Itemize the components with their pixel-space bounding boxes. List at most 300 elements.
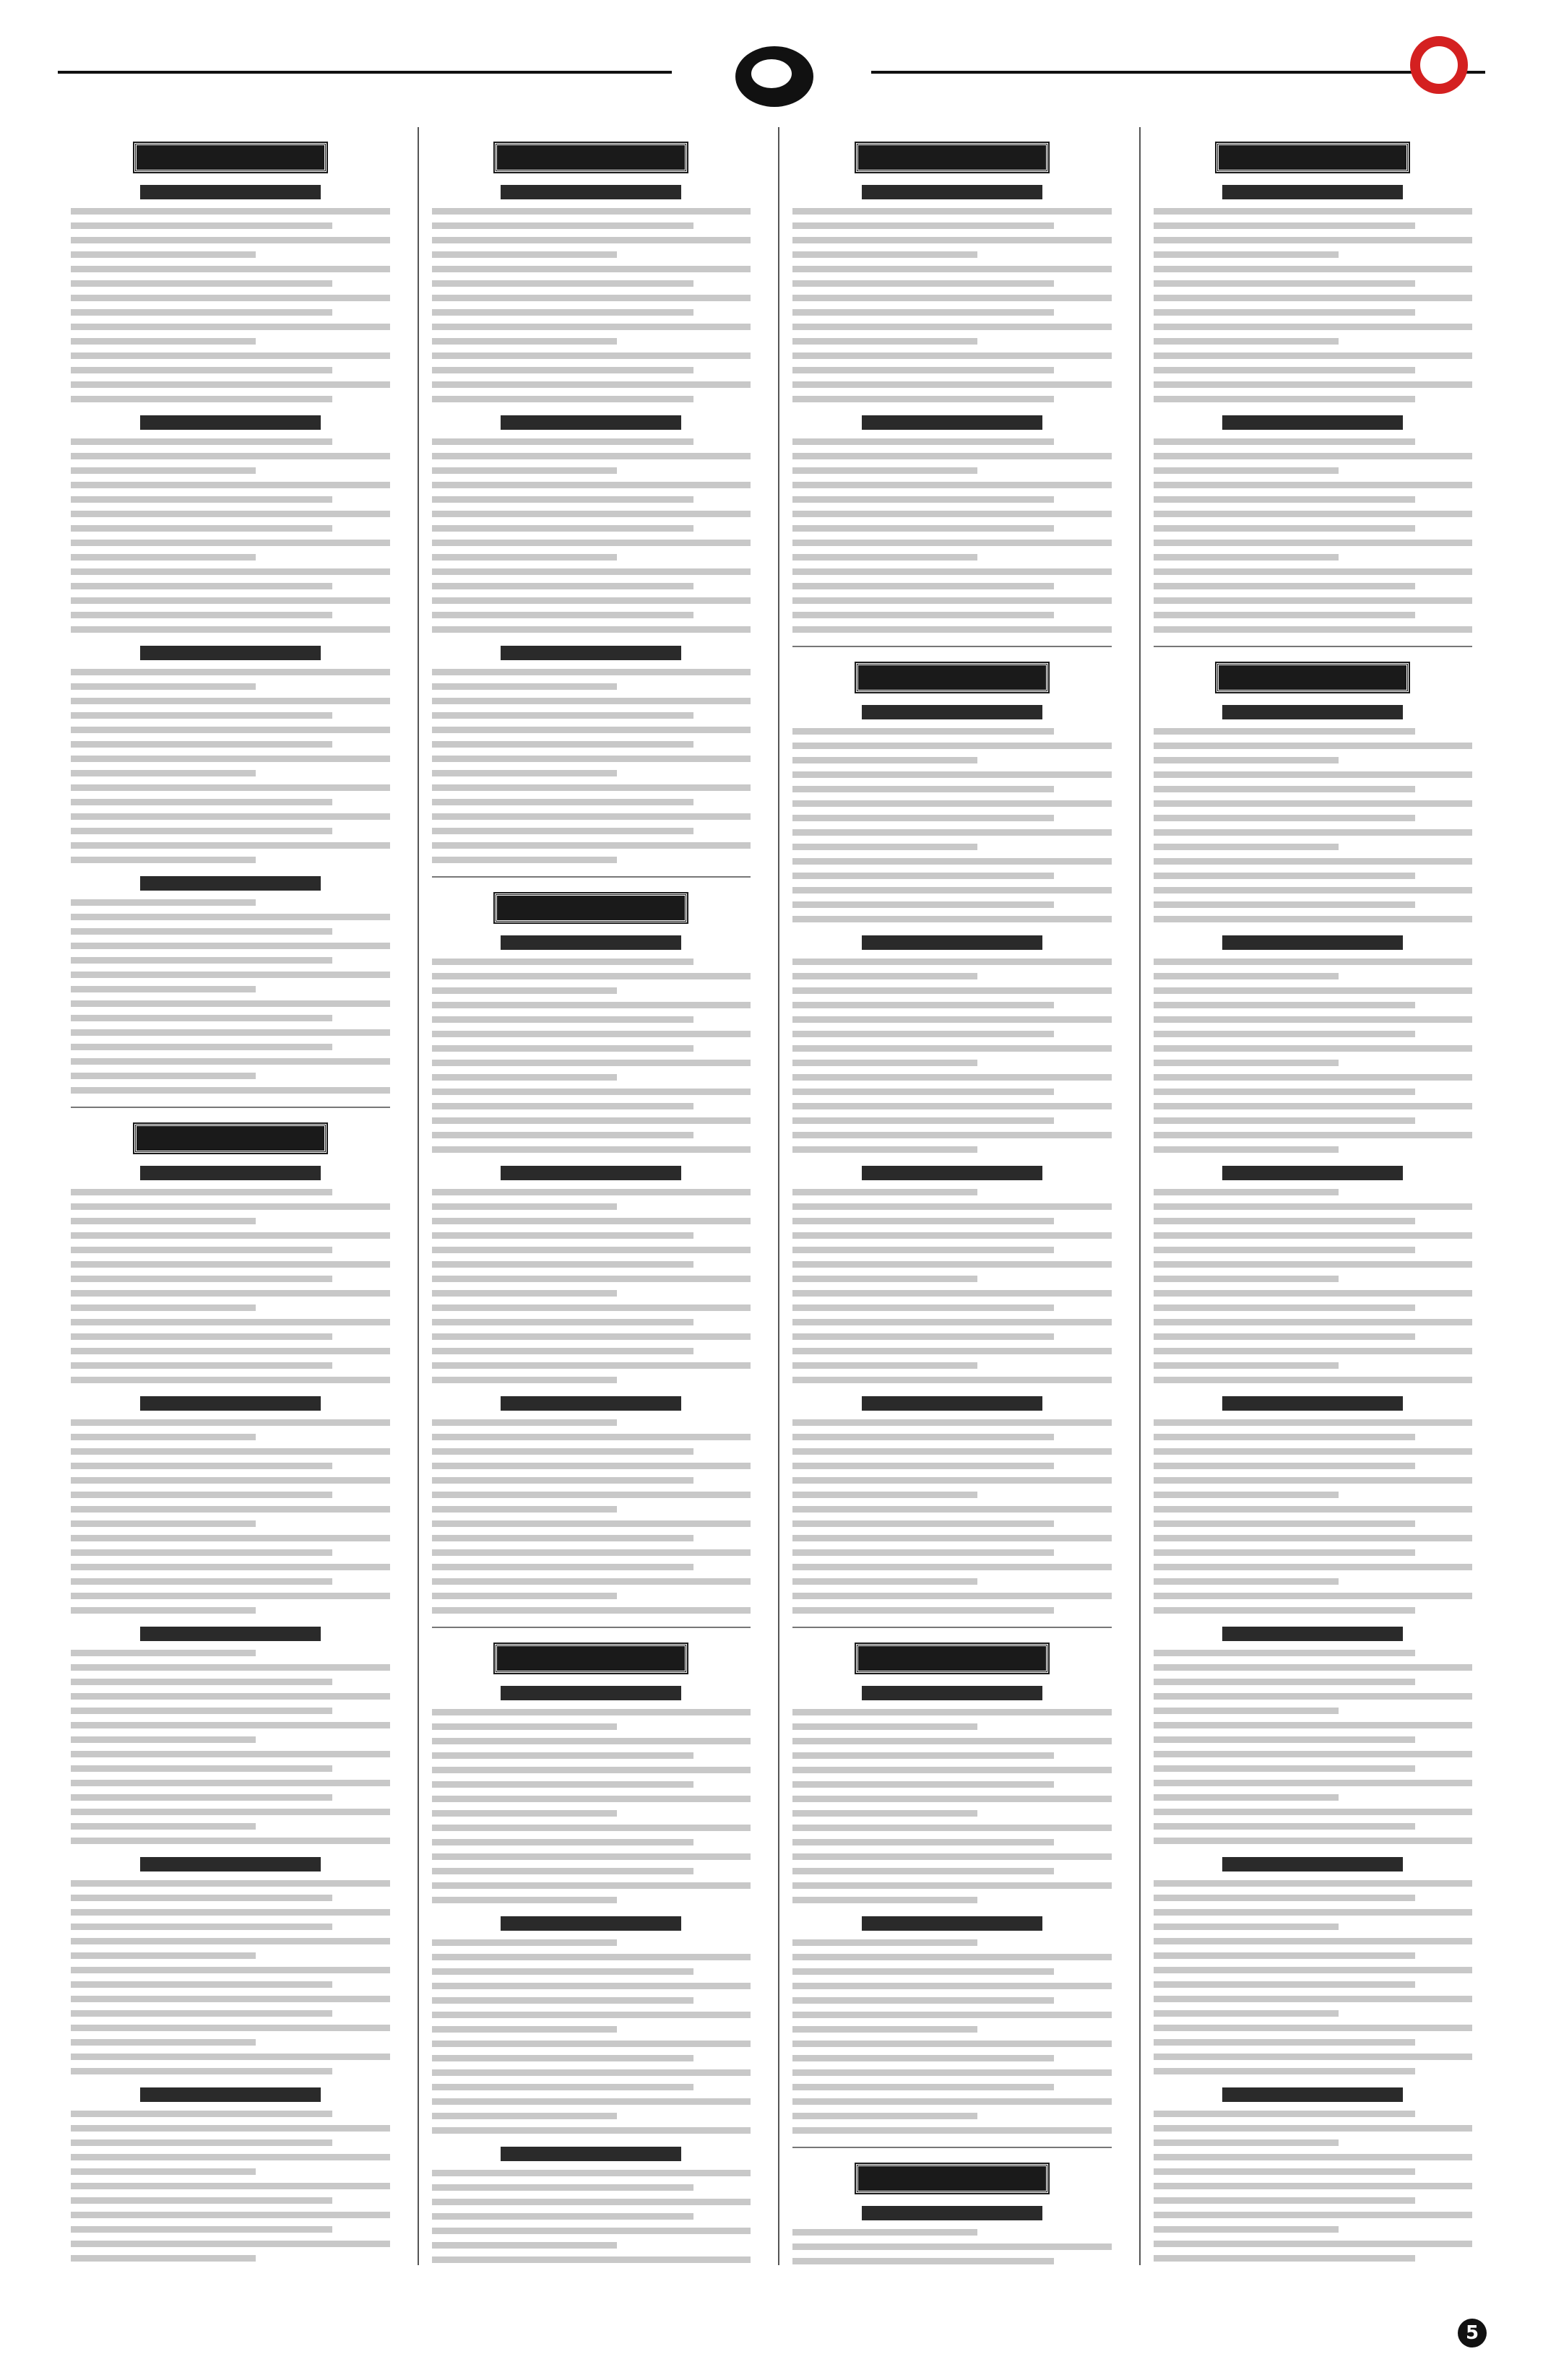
text-line — [71, 799, 332, 805]
column-3 — [778, 127, 1125, 2265]
text-line — [432, 1319, 693, 1325]
text-line — [432, 496, 693, 503]
text-line — [432, 1419, 617, 1426]
text-line — [1154, 1117, 1415, 1124]
branch-heading — [862, 1916, 1042, 1931]
text-line — [792, 1304, 1054, 1311]
text-line — [432, 1564, 693, 1570]
masthead-rule-left — [58, 71, 672, 74]
text-line — [71, 899, 256, 906]
text-line — [432, 1709, 751, 1715]
text-line — [432, 540, 751, 546]
branch-heading — [140, 646, 321, 660]
text-line — [71, 1362, 332, 1369]
text-line — [1154, 2025, 1473, 2031]
text-line — [792, 901, 1054, 908]
text-line — [1154, 2111, 1415, 2117]
text-line — [432, 208, 751, 215]
branch-body-text — [1154, 1650, 1473, 1844]
text-line — [792, 973, 977, 979]
text-line — [792, 1434, 1054, 1440]
text-line — [1154, 973, 1339, 979]
branch-heading — [1222, 185, 1403, 199]
text-line — [1154, 1074, 1473, 1081]
branch-heading — [862, 1166, 1042, 1180]
text-line — [792, 2012, 1112, 2018]
text-line — [792, 2258, 1054, 2264]
text-line — [432, 1276, 751, 1282]
text-line — [432, 1045, 693, 1052]
text-line — [71, 2183, 390, 2189]
text-line — [1154, 1348, 1473, 1354]
text-line — [432, 770, 617, 776]
text-line — [71, 1838, 390, 1844]
text-line — [432, 2069, 751, 2076]
text-line — [1154, 338, 1339, 345]
text-line — [792, 222, 1054, 229]
text-line — [1154, 1045, 1473, 1052]
text-line — [432, 381, 751, 388]
text-line — [792, 2026, 977, 2033]
text-line — [71, 1203, 390, 1210]
text-line — [1154, 1132, 1473, 1138]
text-line — [1154, 815, 1415, 821]
branch-body-text — [792, 208, 1112, 402]
text-line — [71, 222, 332, 229]
text-line — [792, 1752, 1054, 1759]
section-banner — [495, 143, 687, 172]
text-line — [792, 1810, 977, 1817]
text-line — [71, 1247, 332, 1253]
text-line — [71, 1377, 390, 1383]
text-line — [432, 1810, 617, 1817]
text-line — [71, 1751, 390, 1757]
branch-body-text — [71, 1419, 390, 1614]
text-line — [432, 467, 617, 474]
text-line — [1154, 2255, 1415, 2262]
text-line — [1154, 1319, 1473, 1325]
text-line — [1154, 251, 1339, 258]
text-line — [1154, 916, 1473, 922]
branch-heading — [862, 1686, 1042, 1700]
branch-body-text — [792, 1709, 1112, 1903]
masthead — [58, 29, 1485, 123]
text-line — [792, 237, 1112, 243]
text-line — [71, 914, 390, 920]
text-line — [432, 1781, 693, 1788]
section-banner — [856, 1644, 1048, 1673]
branch-body-text — [432, 959, 751, 1153]
text-line — [1154, 1520, 1415, 1527]
text-line — [792, 496, 1054, 503]
text-line — [432, 1954, 751, 1960]
text-line — [792, 367, 1054, 373]
branch-body-text — [71, 1880, 390, 2074]
text-line — [1154, 1938, 1473, 1944]
text-line — [432, 222, 693, 229]
text-line — [792, 597, 1112, 604]
branch-heading — [1222, 2087, 1403, 2102]
text-line — [71, 1232, 390, 1239]
text-line — [792, 887, 1112, 893]
text-line — [792, 728, 1054, 735]
text-line — [1154, 309, 1415, 316]
text-line — [71, 583, 332, 589]
text-line — [1154, 1203, 1473, 1210]
text-line — [1154, 626, 1473, 633]
text-line — [432, 2026, 617, 2033]
red-ring-icon — [1410, 36, 1468, 94]
text-line — [1154, 1564, 1473, 1570]
text-line — [432, 295, 751, 301]
text-line — [792, 1868, 1054, 1874]
text-line — [71, 467, 256, 474]
branch-heading — [501, 1916, 681, 1931]
text-line — [71, 857, 256, 863]
text-line — [792, 251, 977, 258]
text-line — [432, 1738, 751, 1744]
text-line — [432, 712, 693, 719]
text-line — [432, 1348, 693, 1354]
page-number: 5 — [1458, 2319, 1487, 2347]
text-line — [1154, 1089, 1415, 1095]
text-line — [71, 1996, 390, 2002]
text-line — [432, 1506, 617, 1513]
text-line — [1154, 222, 1415, 229]
text-line — [792, 583, 1054, 589]
branch-body-text — [792, 1939, 1112, 2134]
text-line — [432, 280, 693, 287]
text-line — [71, 1189, 332, 1195]
text-line — [792, 612, 1054, 618]
text-line — [432, 1882, 751, 1889]
branch-heading — [501, 415, 681, 430]
text-line — [792, 626, 1112, 633]
text-line — [432, 857, 617, 863]
text-line — [432, 1492, 751, 1498]
branch-body-text — [1154, 959, 1473, 1153]
text-line — [432, 784, 751, 791]
text-line — [432, 1723, 617, 1730]
text-line — [432, 1434, 751, 1440]
text-line — [1154, 2183, 1473, 2189]
text-line — [432, 266, 751, 272]
text-line — [1154, 438, 1415, 445]
text-line — [792, 482, 1112, 488]
text-line — [1154, 1247, 1415, 1253]
text-line — [71, 972, 390, 978]
branch-body-text — [432, 1189, 751, 1383]
text-line — [432, 324, 751, 330]
text-line — [792, 525, 1054, 532]
text-line — [432, 741, 693, 748]
text-line — [432, 1002, 751, 1008]
text-line — [71, 1434, 256, 1440]
text-line — [71, 1895, 332, 1901]
text-line — [432, 799, 693, 805]
text-line — [792, 1247, 1054, 1253]
text-line — [71, 1319, 390, 1325]
branch-heading — [140, 1857, 321, 1871]
text-line — [71, 1276, 332, 1282]
text-line — [792, 1853, 1112, 1860]
text-line — [1154, 2197, 1415, 2204]
text-line — [432, 367, 693, 373]
text-line — [792, 453, 1112, 459]
text-line — [71, 756, 390, 762]
text-line — [432, 1333, 751, 1340]
text-line — [432, 1607, 751, 1614]
text-line — [792, 1333, 1054, 1340]
text-line — [71, 237, 390, 243]
text-line — [1154, 1981, 1415, 1988]
text-line — [792, 1448, 1112, 1455]
text-line — [432, 1578, 751, 1585]
text-line — [71, 1087, 390, 1094]
text-line — [71, 1290, 390, 1297]
text-line — [432, 973, 751, 979]
section-banner — [495, 1644, 687, 1673]
branch-body-text — [432, 438, 751, 633]
text-line — [792, 1377, 1112, 1383]
text-line — [792, 511, 1112, 517]
text-line — [1154, 2039, 1415, 2046]
text-line — [432, 583, 693, 589]
text-line — [432, 1535, 693, 1541]
text-line — [792, 1825, 1112, 1831]
branch-body-text — [792, 1189, 1112, 1383]
text-line — [71, 712, 332, 719]
text-line — [432, 453, 751, 459]
text-line — [71, 540, 390, 546]
column-4 — [1139, 127, 1486, 2265]
text-line — [71, 1463, 332, 1469]
text-line — [792, 1781, 1054, 1788]
masthead-rule-right — [871, 71, 1485, 74]
text-line — [1154, 1218, 1415, 1224]
text-line — [71, 1218, 256, 1224]
text-line — [71, 1765, 332, 1772]
text-line — [792, 1564, 1112, 1570]
text-line — [432, 1796, 751, 1802]
text-line — [792, 1593, 1112, 1599]
text-line — [71, 943, 390, 949]
text-line — [432, 309, 693, 316]
text-line — [432, 1477, 693, 1484]
text-line — [71, 683, 256, 690]
text-line — [792, 1738, 1112, 1744]
text-line — [792, 208, 1112, 215]
text-line — [1154, 1607, 1415, 1614]
text-line — [1154, 554, 1339, 561]
text-line — [432, 352, 751, 359]
branch-heading — [862, 185, 1042, 199]
text-line — [792, 858, 1112, 865]
text-line — [71, 453, 390, 459]
text-line — [792, 309, 1054, 316]
text-line — [792, 1492, 977, 1498]
text-line — [432, 813, 751, 820]
text-line — [432, 1132, 693, 1138]
text-line — [1154, 1002, 1415, 1008]
text-line — [1154, 1895, 1415, 1901]
text-line — [432, 1463, 751, 1469]
text-line — [71, 1333, 332, 1340]
text-line — [1154, 511, 1473, 517]
branch-body-text — [432, 669, 751, 863]
text-line — [1154, 2054, 1473, 2060]
text-line — [432, 987, 617, 994]
text-line — [1154, 1103, 1473, 1109]
text-line — [1154, 743, 1473, 749]
text-line — [1154, 1304, 1415, 1311]
text-line — [71, 1506, 390, 1513]
text-line — [71, 957, 332, 964]
text-line — [432, 511, 751, 517]
branch-body-text — [792, 1419, 1112, 1614]
section-banner — [856, 143, 1048, 172]
page-columns — [58, 127, 1485, 2265]
text-line — [432, 1968, 693, 1975]
text-line — [71, 784, 390, 791]
text-line — [432, 828, 693, 834]
text-line — [432, 1016, 693, 1023]
text-line — [71, 1794, 332, 1801]
text-line — [71, 986, 256, 992]
branch-body-text — [792, 438, 1112, 633]
text-line — [71, 727, 390, 733]
text-line — [432, 1839, 693, 1845]
text-line — [432, 251, 617, 258]
branch-body-text — [71, 1189, 390, 1383]
text-line — [792, 1723, 977, 1730]
text-line — [432, 1939, 617, 1946]
text-line — [792, 1549, 1054, 1556]
text-line — [71, 554, 256, 561]
text-line — [432, 842, 751, 849]
text-line — [1154, 1650, 1415, 1656]
text-line — [792, 1117, 1054, 1124]
text-line — [792, 800, 1112, 807]
branch-body-text — [1154, 1189, 1473, 1383]
text-line — [71, 1952, 256, 1959]
text-line — [432, 1304, 751, 1311]
text-line — [432, 1031, 751, 1037]
text-line — [71, 1520, 256, 1527]
section-banner — [1216, 663, 1409, 692]
branch-heading — [1222, 1857, 1403, 1871]
section-banner — [856, 2164, 1048, 2193]
text-line — [1154, 1838, 1473, 1844]
branch-body-text — [1154, 1419, 1473, 1614]
section-divider — [432, 1627, 751, 1628]
text-line — [792, 381, 1112, 388]
text-line — [432, 2199, 751, 2205]
text-line — [432, 1117, 751, 1124]
text-line — [1154, 1967, 1473, 1973]
column-2 — [418, 127, 764, 2265]
text-line — [71, 1000, 390, 1007]
text-line — [1154, 352, 1473, 359]
text-line — [71, 2168, 256, 2175]
branch-body-text — [792, 959, 1112, 1153]
text-line — [1154, 2212, 1473, 2218]
text-line — [71, 1909, 390, 1916]
section-divider — [71, 1107, 390, 1108]
text-line — [792, 1882, 1112, 1889]
text-line — [71, 1650, 256, 1656]
text-line — [1154, 786, 1415, 792]
branch-heading — [1222, 1166, 1403, 1180]
text-line — [71, 2068, 332, 2074]
text-line — [1154, 482, 1473, 488]
text-line — [1154, 2226, 1339, 2233]
text-line — [792, 396, 1054, 402]
text-line — [71, 1304, 256, 1311]
section-banner — [495, 893, 687, 922]
text-line — [71, 2212, 390, 2218]
text-line — [71, 251, 256, 258]
text-line — [432, 237, 751, 243]
text-line — [792, 757, 977, 763]
text-line — [792, 554, 977, 561]
text-line — [71, 396, 332, 402]
text-line — [432, 612, 693, 618]
text-line — [792, 1189, 977, 1195]
text-line — [71, 1015, 332, 1021]
branch-heading — [501, 185, 681, 199]
text-line — [792, 2113, 977, 2119]
text-line — [792, 1578, 977, 1585]
text-line — [71, 2025, 390, 2031]
text-line — [792, 2084, 1054, 2090]
text-line — [71, 1549, 332, 1556]
text-line — [792, 1002, 1054, 1008]
text-line — [1154, 987, 1473, 994]
branch-heading — [862, 935, 1042, 950]
branch-heading — [1222, 415, 1403, 430]
text-line — [1154, 757, 1339, 763]
branch-heading — [140, 876, 321, 891]
text-line — [1154, 858, 1473, 865]
text-line — [792, 324, 1112, 330]
text-line — [1154, 1477, 1473, 1484]
text-line — [71, 1722, 390, 1728]
text-line — [71, 367, 332, 373]
text-line — [792, 2069, 1112, 2076]
text-line — [432, 959, 693, 965]
branch-heading — [140, 185, 321, 199]
text-line — [1154, 295, 1473, 301]
text-line — [71, 1261, 390, 1268]
branch-body-text — [792, 2229, 1112, 2265]
text-line — [71, 1664, 390, 1671]
text-line — [71, 338, 256, 345]
text-line — [1154, 1362, 1339, 1369]
text-line — [1154, 1535, 1473, 1541]
text-line — [432, 554, 617, 561]
text-line — [1154, 1261, 1473, 1268]
text-line — [1154, 728, 1415, 735]
text-line — [1154, 2154, 1473, 2160]
text-line — [71, 2154, 390, 2160]
text-line — [792, 295, 1112, 301]
section-banner — [856, 663, 1048, 692]
text-line — [71, 1809, 390, 1815]
text-line — [432, 1232, 693, 1239]
branch-heading — [501, 1686, 681, 1700]
text-line — [432, 2256, 751, 2263]
